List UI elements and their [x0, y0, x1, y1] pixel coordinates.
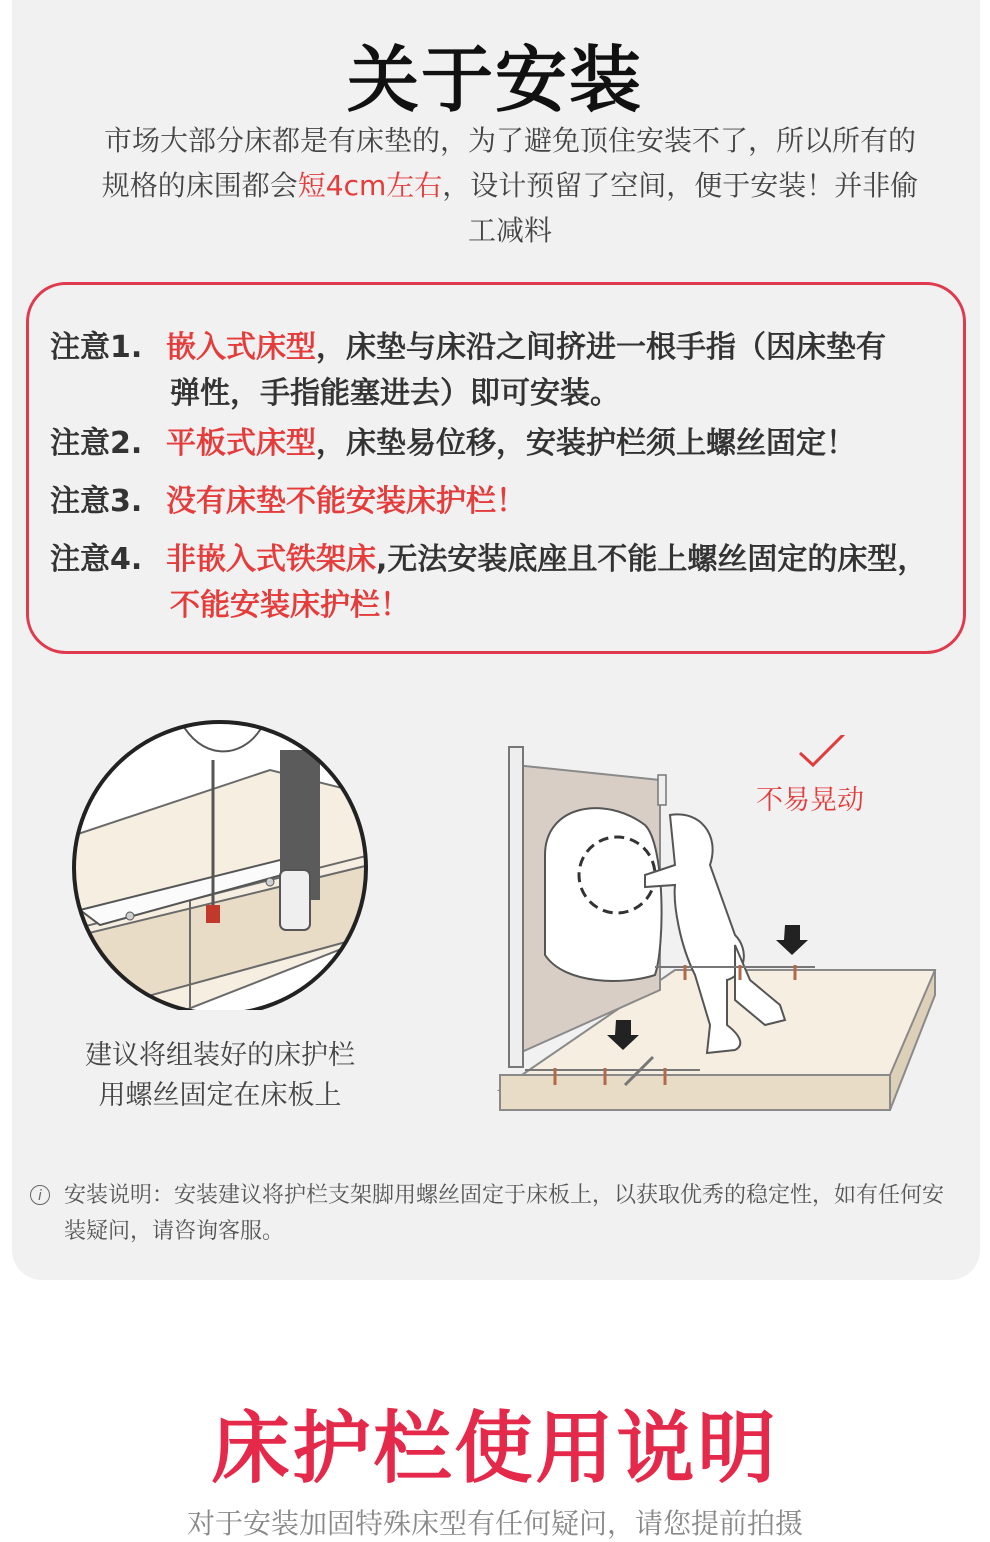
notice-4: [50, 537, 927, 629]
notice-highlight: 没有床垫不能安装床护栏！: [166, 484, 526, 519]
caption-line2: 用螺丝固定在床板上: [98, 1080, 342, 1111]
intro-text-2: ，设计预留了空间，便于安装！并非偷工减料: [442, 169, 919, 247]
notice-highlight: 平板式床型: [166, 426, 316, 461]
usage-text: 对于安装加固特殊床型有任何疑问，请您提前拍摄: [186, 1507, 803, 1540]
notice-2: [50, 421, 856, 467]
bed-rail-illustration: [495, 735, 945, 1115]
page-title: 关于安装: [346, 38, 643, 122]
screw-install-illustration: [70, 720, 380, 1010]
notice-text: ，床垫易位移，安装护栏须上螺丝固定！: [316, 426, 856, 461]
usage-title: 床护栏使用说明: [211, 1404, 779, 1494]
notice-text: ，床垫与床沿之间挤进一根手指（因床垫有: [316, 330, 886, 365]
info-circle-icon: i: [30, 1185, 50, 1205]
notice-text: ,无法安装底座且不能上螺丝固定的床型，: [376, 542, 928, 577]
info-text: 安装说明：安装建议将护栏支架脚用螺丝固定于床板上，以获取优秀的稳定性，如有任何安装疑问，请咨询客服。: [64, 1183, 945, 1244]
notice-highlight: 嵌入式床型: [166, 330, 316, 365]
notice-line2: 不能安装床护栏！: [170, 588, 410, 623]
notice-highlight: 非嵌入式铁架床: [166, 542, 376, 577]
notice-label: 注意1.: [50, 330, 143, 365]
notice-label: 注意3.: [50, 484, 143, 519]
notice-label: 注意4.: [50, 542, 143, 577]
illustration-caption: [40, 1036, 400, 1116]
notice-1: [50, 325, 886, 417]
intro-text-1: 市场大部分床都是有床垫的，为了避免顶住安装不了，所以所有的规格的床围都会: [101, 124, 916, 202]
notice-line2: 弹性，手指能塞进去）即可安装。: [170, 376, 620, 411]
notice-3: [50, 479, 526, 525]
notice-label: 注意2.: [50, 426, 143, 461]
stable-label: 不易晃动: [756, 785, 864, 816]
intro-highlight: 短4cm左右: [297, 169, 443, 202]
caption-line1: 建议将组装好的床护栏: [85, 1040, 355, 1071]
intro-paragraph: [100, 118, 920, 253]
